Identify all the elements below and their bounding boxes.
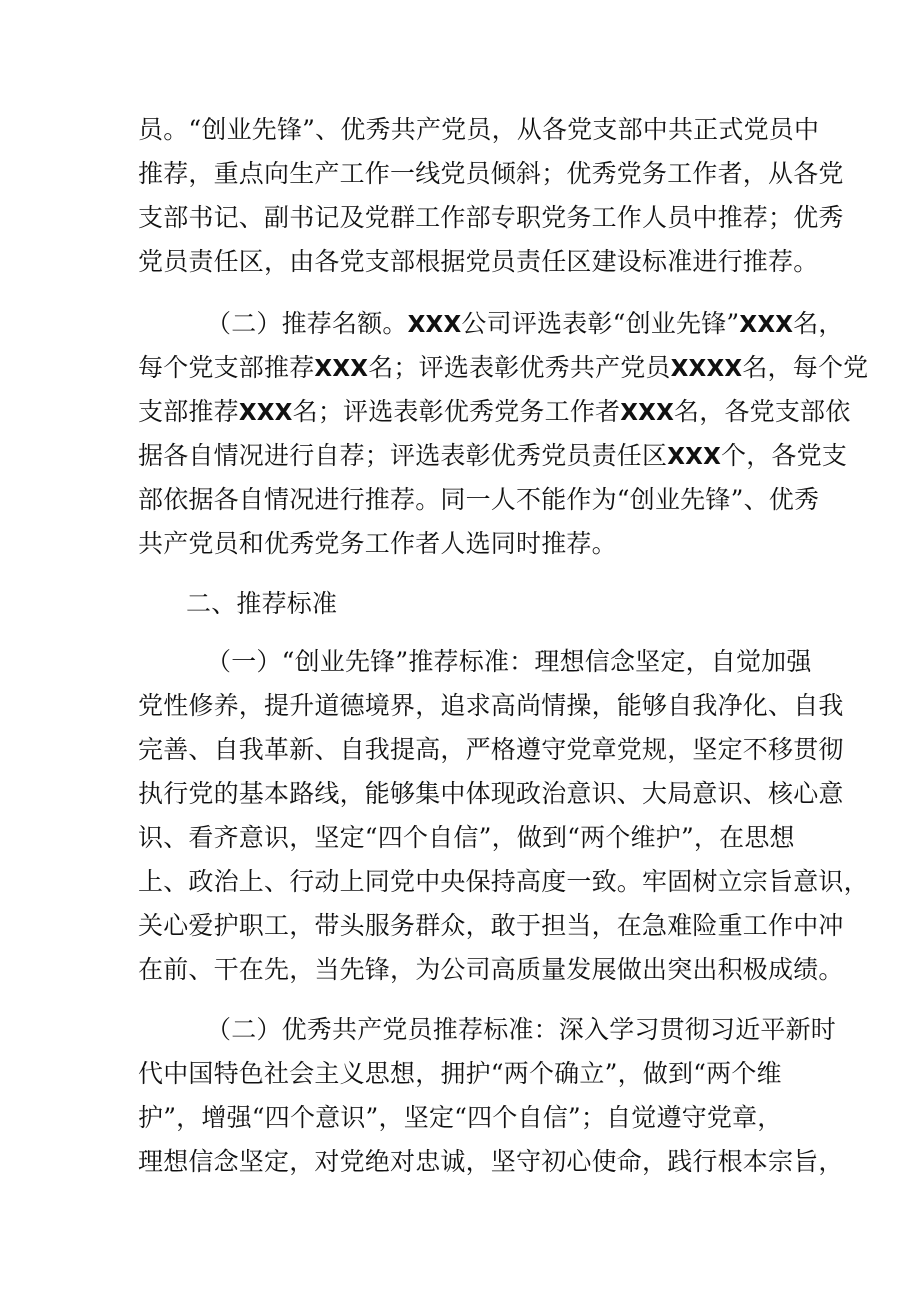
- paragraph-2-line-2: [138, 346, 869, 390]
- paragraph-3-line-3: 完善、自我革新、自我提高，严格遵守党章党规，坚定不移贯彻: [138, 735, 844, 764]
- paragraph-1-line-2: 推荐，重点向生产工作一线党员倾斜；优秀党务工作者，从各党: [138, 159, 844, 188]
- paragraph-4-line-2: 代中国特色社会主义思想，拥护“两个确立”，做到“两个维: [138, 1059, 782, 1088]
- paragraph-2-line-5: 部依据各自情况进行推荐。同一人不能作为“创业先锋”、优秀: [138, 485, 820, 514]
- placeholder-xxx: XXX: [739, 312, 794, 338]
- text-segment: 支部推荐: [138, 397, 239, 426]
- placeholder-xxx: XXX: [407, 312, 462, 338]
- paragraph-2-line-3: [138, 390, 851, 434]
- placeholder-xxx: XXX: [238, 400, 293, 426]
- paragraph-4-line-3: 护”，增强“四个意识”，坚定“四个自信”；自觉遵守党章，: [138, 1103, 783, 1132]
- paragraph-2-line-6: 共产党员和优秀党务工作者人选同时推荐。: [138, 529, 617, 558]
- text-segment: 名，: [793, 309, 844, 338]
- paragraph-4-line-1: （二）优秀共产党员推荐标准：深入学习贯彻习近平新时: [206, 1015, 837, 1044]
- placeholder-xxx: XXX: [620, 400, 675, 426]
- paragraph-3-line-7: 关心爱护职工，带头服务群众，敢于担当，在急难险重工作中冲: [138, 911, 844, 940]
- placeholder-xxx: XXX: [314, 356, 369, 382]
- text-segment: 名；评选表彰优秀党务工作者: [292, 397, 621, 426]
- paragraph-3-line-8: 在前、干在先，当先锋，为公司高质量发展做出突出积极成绩。: [138, 955, 844, 984]
- paragraph-3-line-1: （一）“创业先锋”推荐标准：理想信念坚定，自觉加强: [206, 647, 812, 676]
- paragraph-3-line-2: 党性修养，提升道德境界，追求高尚情操，能够自我净化、自我: [138, 691, 844, 720]
- paragraph-1-line-4: 党员责任区，由各党支部根据党员责任区建设标准进行推荐。: [138, 247, 819, 276]
- paragraph-1-line-1: 员。“创业先锋”、优秀共产党员，从各党支部中共正式党员中: [138, 115, 820, 144]
- paragraph-2-line-1: [206, 302, 844, 346]
- paragraph-2-line-4: [138, 434, 848, 478]
- paragraph-3-line-5: 识、看齐意识，坚定“四个自信”，做到“两个维护”，在思想: [138, 823, 795, 852]
- text-segment: 名，各党支部依: [674, 397, 851, 426]
- text-segment: 个，各党支: [721, 441, 848, 470]
- paragraph-3-line-4: 执行党的基本路线，能够集中体现政治意识、大局意识、核心意: [138, 779, 844, 808]
- text-segment: 每个党支部推荐: [138, 353, 315, 382]
- text-segment: 公司评选表彰“创业先锋”: [461, 309, 740, 338]
- text-segment: 名，每个党: [742, 353, 869, 382]
- paragraph-3-line-6: 上、政治上、行动上同党中央保持高度一致。牢固树立宗旨意识，: [138, 867, 869, 896]
- section-heading: 二、推荐标准: [186, 589, 338, 618]
- text-segment: （二）推荐名额。: [206, 309, 408, 338]
- paragraph-1-line-3: 支部书记、副书记及党群工作部专职党务工作人员中推荐；优秀: [138, 203, 844, 232]
- placeholder-xxx: XXX: [667, 444, 722, 470]
- paragraph-4-line-4: 理想信念坚定，对党绝对忠诚，坚守初心使命，践行根本宗旨，: [138, 1147, 844, 1176]
- text-segment: 据各自情况进行自荐；评选表彰优秀党员责任区: [138, 441, 668, 470]
- placeholder-xxxx: XXXX: [670, 356, 743, 382]
- text-segment: 名；评选表彰优秀共产党员: [368, 353, 671, 382]
